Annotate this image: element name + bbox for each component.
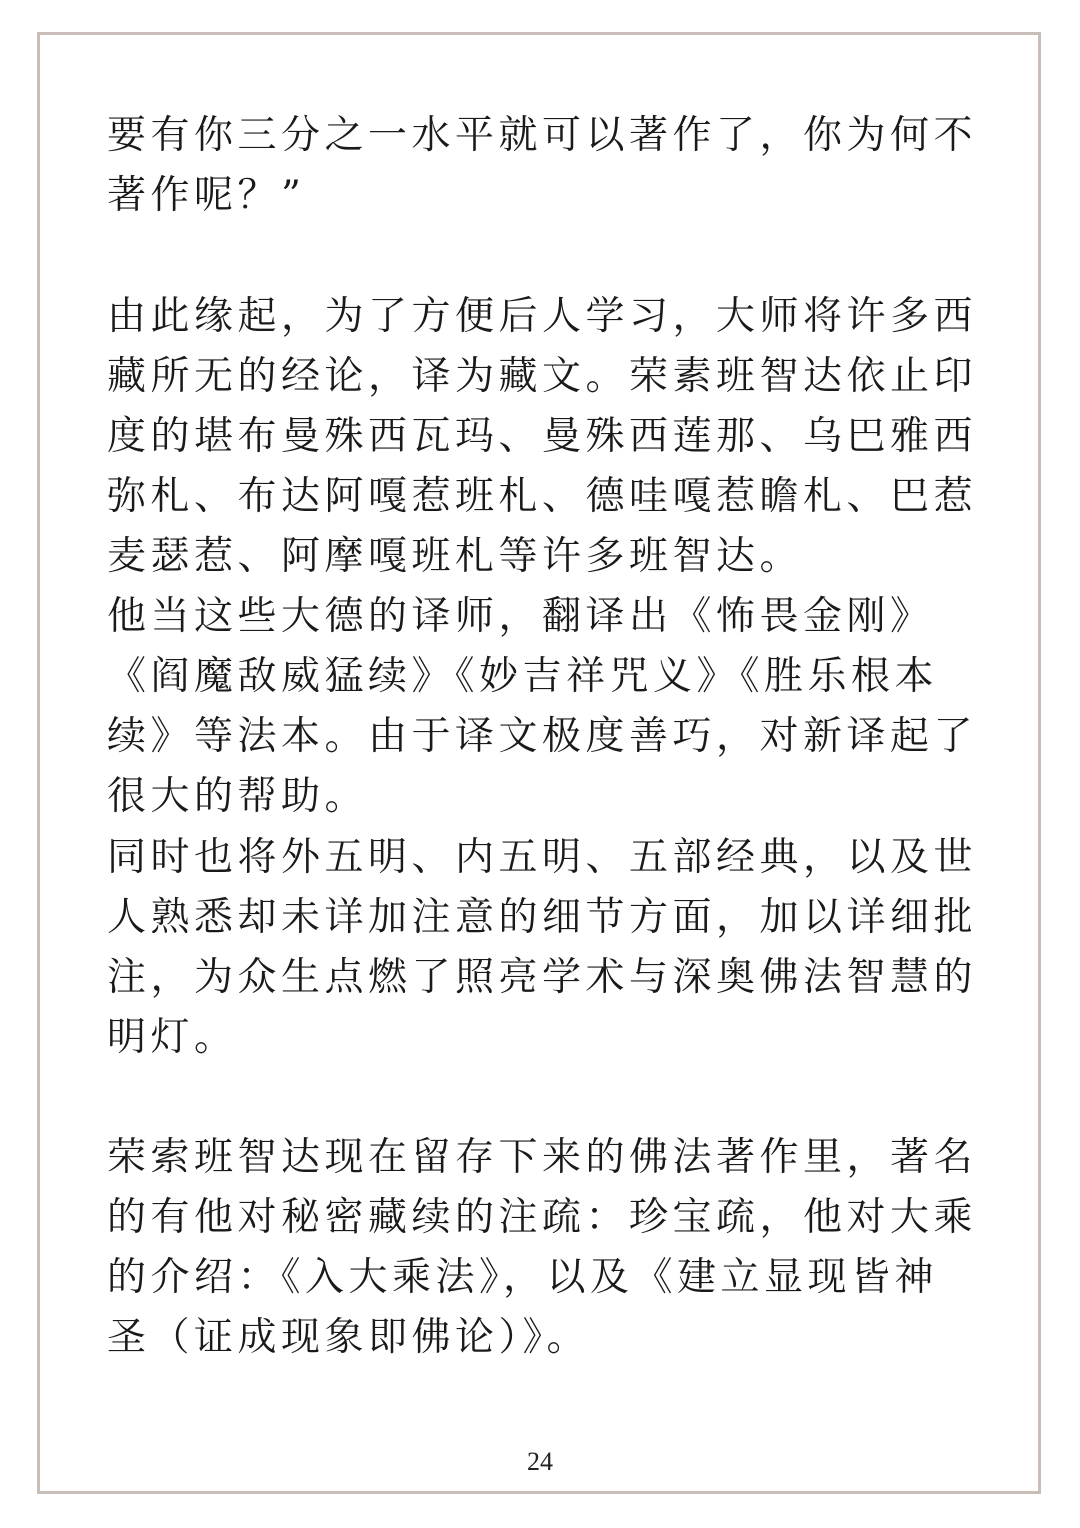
text-line: 很大的帮助。	[107, 774, 369, 819]
text-line: 《阎魔敌威猛续》《妙吉祥咒义》《胜乐根本	[107, 654, 939, 699]
text-line: 弥札、布达阿嘎惹班札、德哇嘎惹瞻札、巴惹	[107, 474, 978, 519]
text-line: 人熟悉却未详加注意的细节方面，加以详细批	[107, 895, 978, 940]
text-line: 他当这些大德的译师，翻译出《怖畏金刚》	[107, 594, 934, 639]
text-line: 度的堪布曼殊西瓦玛、曼殊西莲那、乌巴雅西	[107, 414, 978, 459]
text-line: 荣索班智达现在留存下来的佛法著作里，著名	[107, 1135, 978, 1180]
text-line: 由此缘起，为了方便后人学习，大师将许多西	[107, 294, 978, 339]
text-line: 续》等法本。由于译文极度善巧，对新译起了	[107, 714, 978, 759]
text-line: 著作呢？”	[107, 173, 306, 218]
text-line: 注，为众生点燃了照亮学术与深奥佛法智慧的	[107, 955, 978, 1000]
text-line: 要有你三分之一水平就可以著作了，你为何不	[107, 113, 978, 158]
page-number: 24	[527, 1447, 553, 1476]
text-line: 藏所无的经论，译为藏文。荣素班智达依止印	[107, 354, 978, 399]
text-line: 圣（证成现象即佛论）》。	[107, 1315, 591, 1360]
text-line: 明灯。	[107, 1015, 238, 1060]
text-line: 的介绍：《入大乘法》，以及《建立显现皆神	[107, 1255, 939, 1300]
text-line: 的有他对秘密藏续的注疏：珍宝疏，他对大乘	[107, 1195, 978, 1240]
text-line: 同时也将外五明、内五明、五部经典，以及世	[107, 835, 978, 880]
text-line: 麦瑟惹、阿摩嘎班札等许多班智达。	[107, 534, 804, 579]
